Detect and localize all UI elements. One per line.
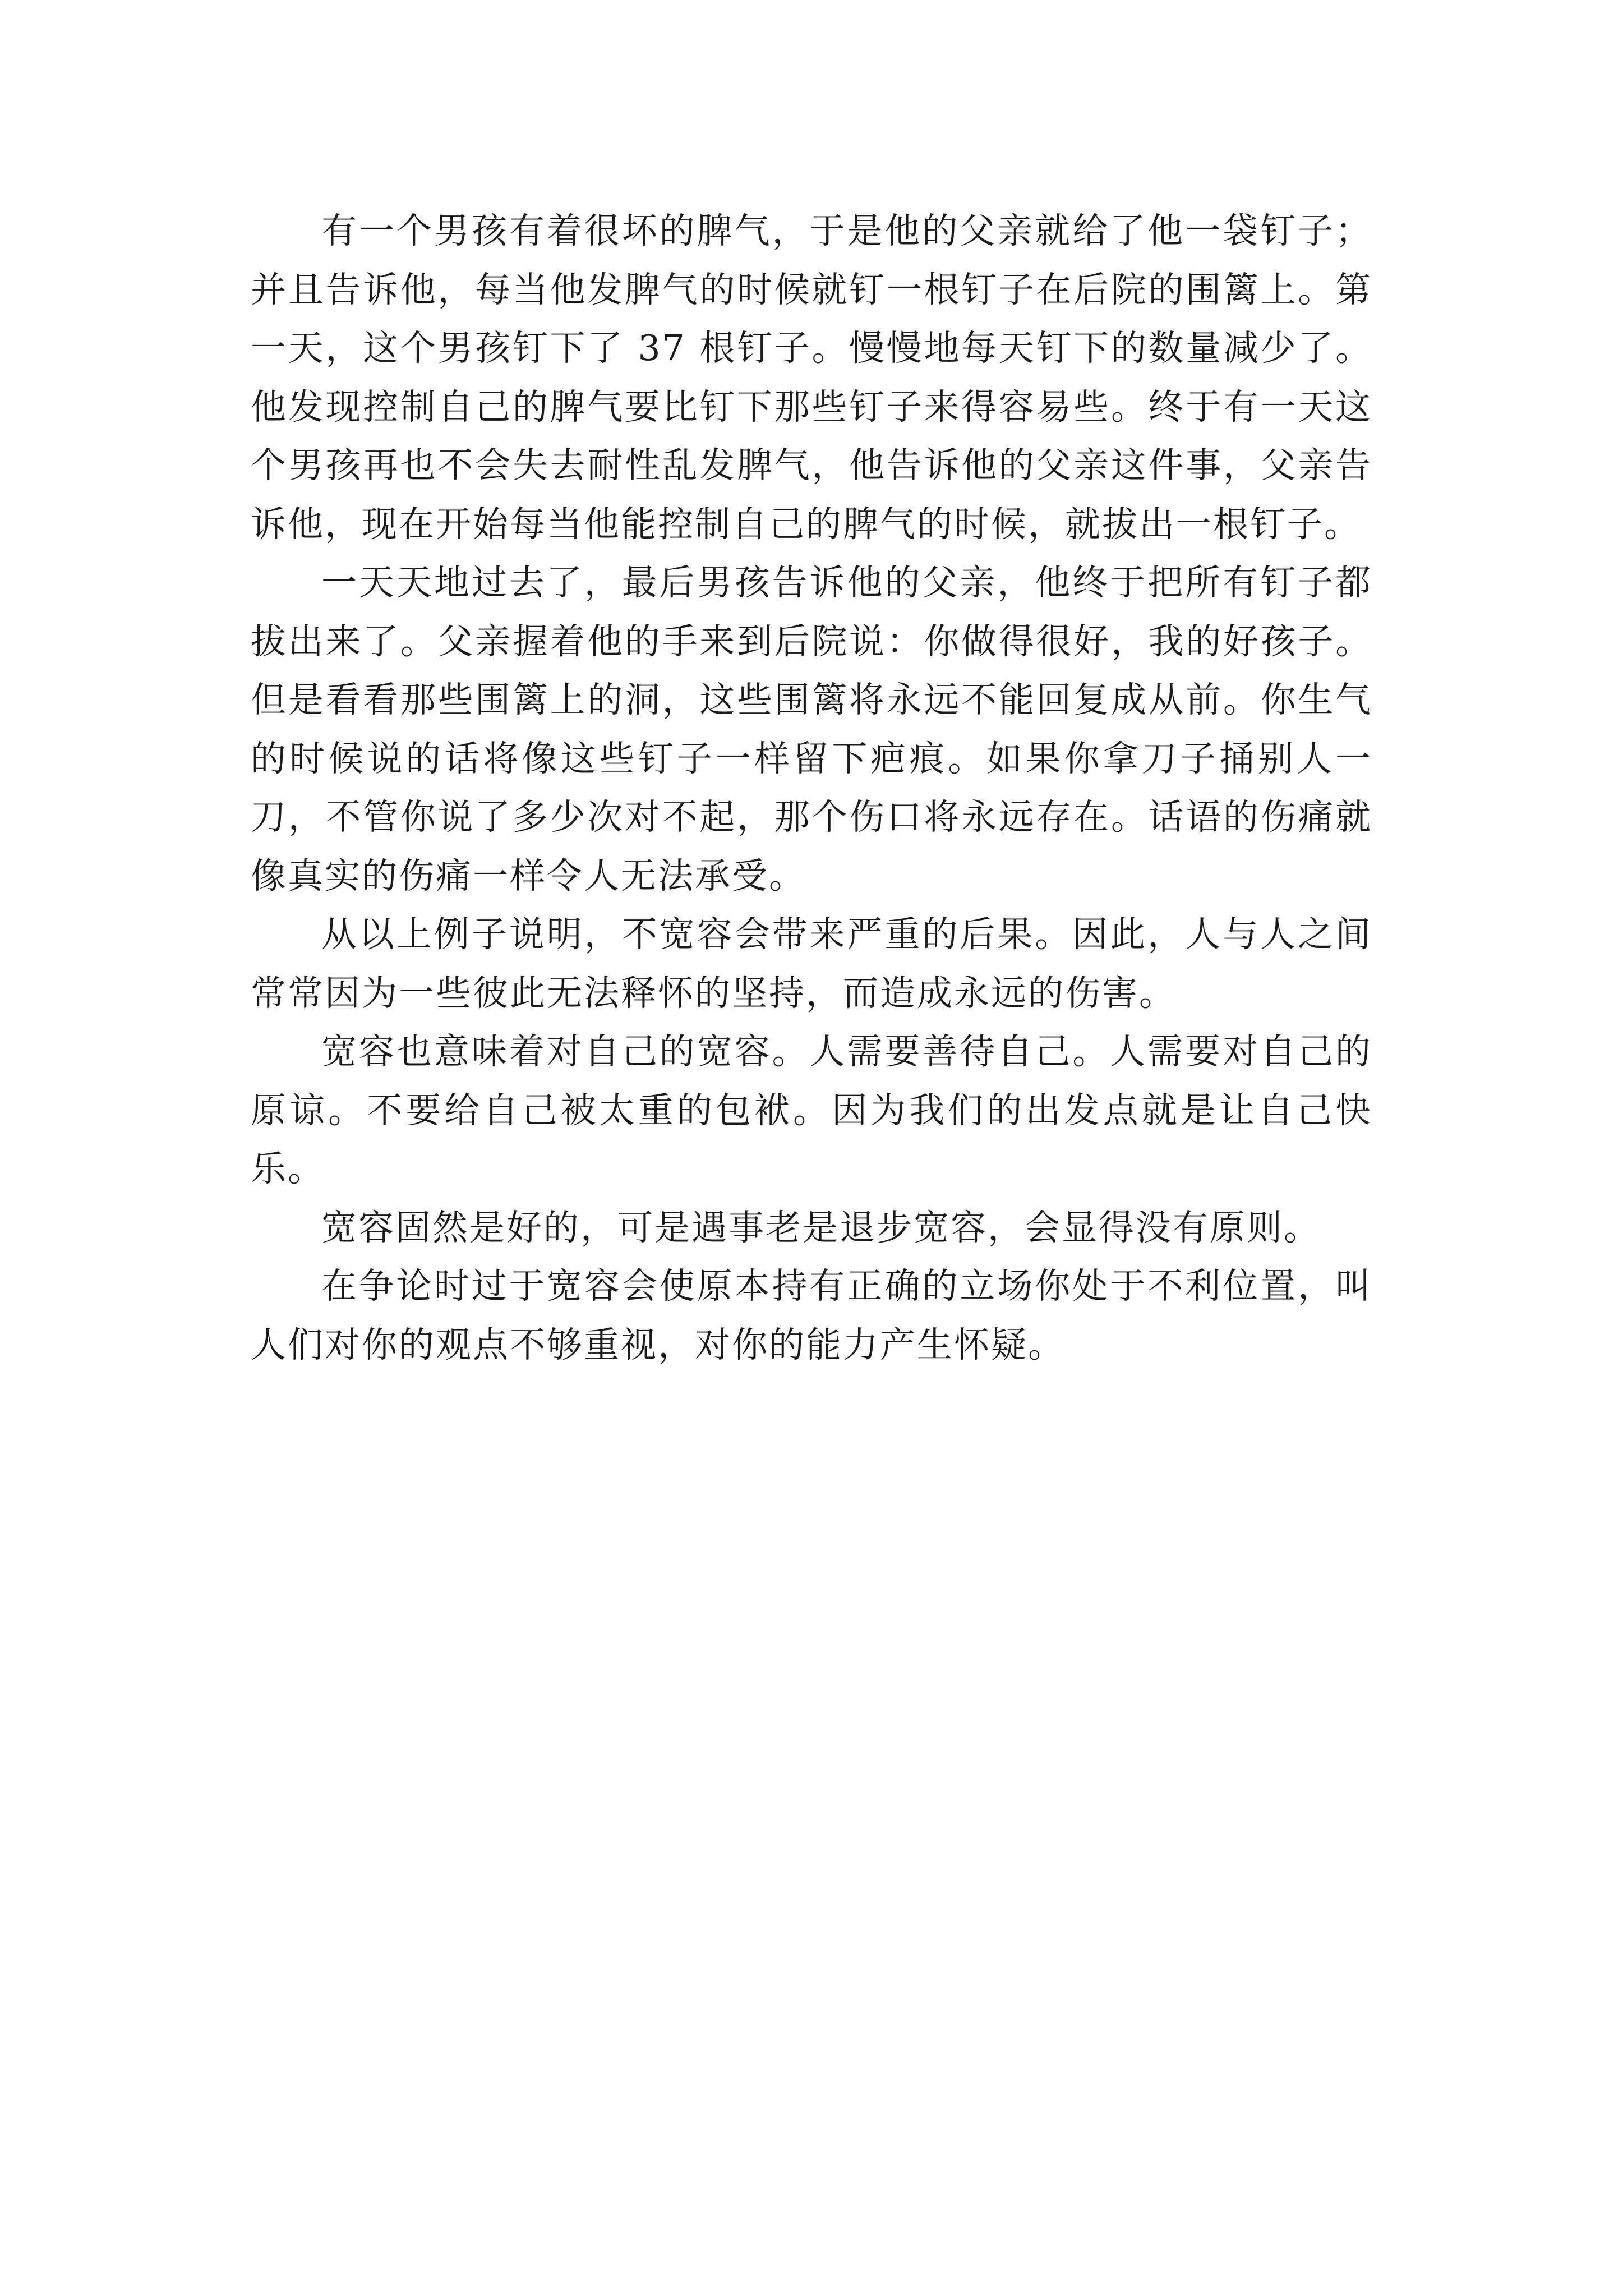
paragraph: 一天天地过去了，最后男孩告诉他的父亲，他终于把所有钉子都拔出来了。父亲握着他的手来到后院说：你做得很好，我的好孩子。但是看看那些围篱上的洞，这些围篱将永远不能回复成从前。你生气的时候说的话将像这些钉子一样留下疤痕。如果你拿刀子捅别人一刀，不管你说了多少次对不起，那个伤口将永远存在。话语的伤痛就像真实的伤痛一样令人无法承受。 (251, 562, 1372, 896)
paragraph: 从以上例子说明，不宽容会带来严重的后果。因此，人与人之间常常因为一些彼此无法释怀的坚持，而造成永远的伤害。 (251, 914, 1372, 1014)
paragraph: 宽容也意味着对自己的宽容。人需要善待自己。人需要对自己的原谅。不要给自己被太重的包袱。因为我们的出发点就是让自己快乐。 (251, 1031, 1372, 1189)
document-body (251, 202, 1372, 1374)
paragraph: 在争论时过于宽容会使原本持有正确的立场你处于不利位置，叫人们对你的观点不够重视，对你的能力产生怀疑。 (251, 1266, 1372, 1365)
paragraph: 有一个男孩有着很坏的脾气，于是他的父亲就给了他一袋钉子；并且告诉他，每当他发脾气的时候就钉一根钉子在后院的围篱上。第一天，这个男孩钉下了 37 根钉子。慢慢地每天钉下的数量减少了。他发现控制自己的脾气要比钉下那些钉子来得容易些。终于有一天这个男孩再也不会失去耐性乱发脾气，他告诉他的父亲这件事，父亲告诉他，现在开始每当他能控制自己的脾气的时候，就拔出一根钉子。 (251, 210, 1372, 545)
paragraph: 宽容固然是好的，可是遇事老是退步宽容，会显得没有原则。 (321, 1207, 1321, 1248)
